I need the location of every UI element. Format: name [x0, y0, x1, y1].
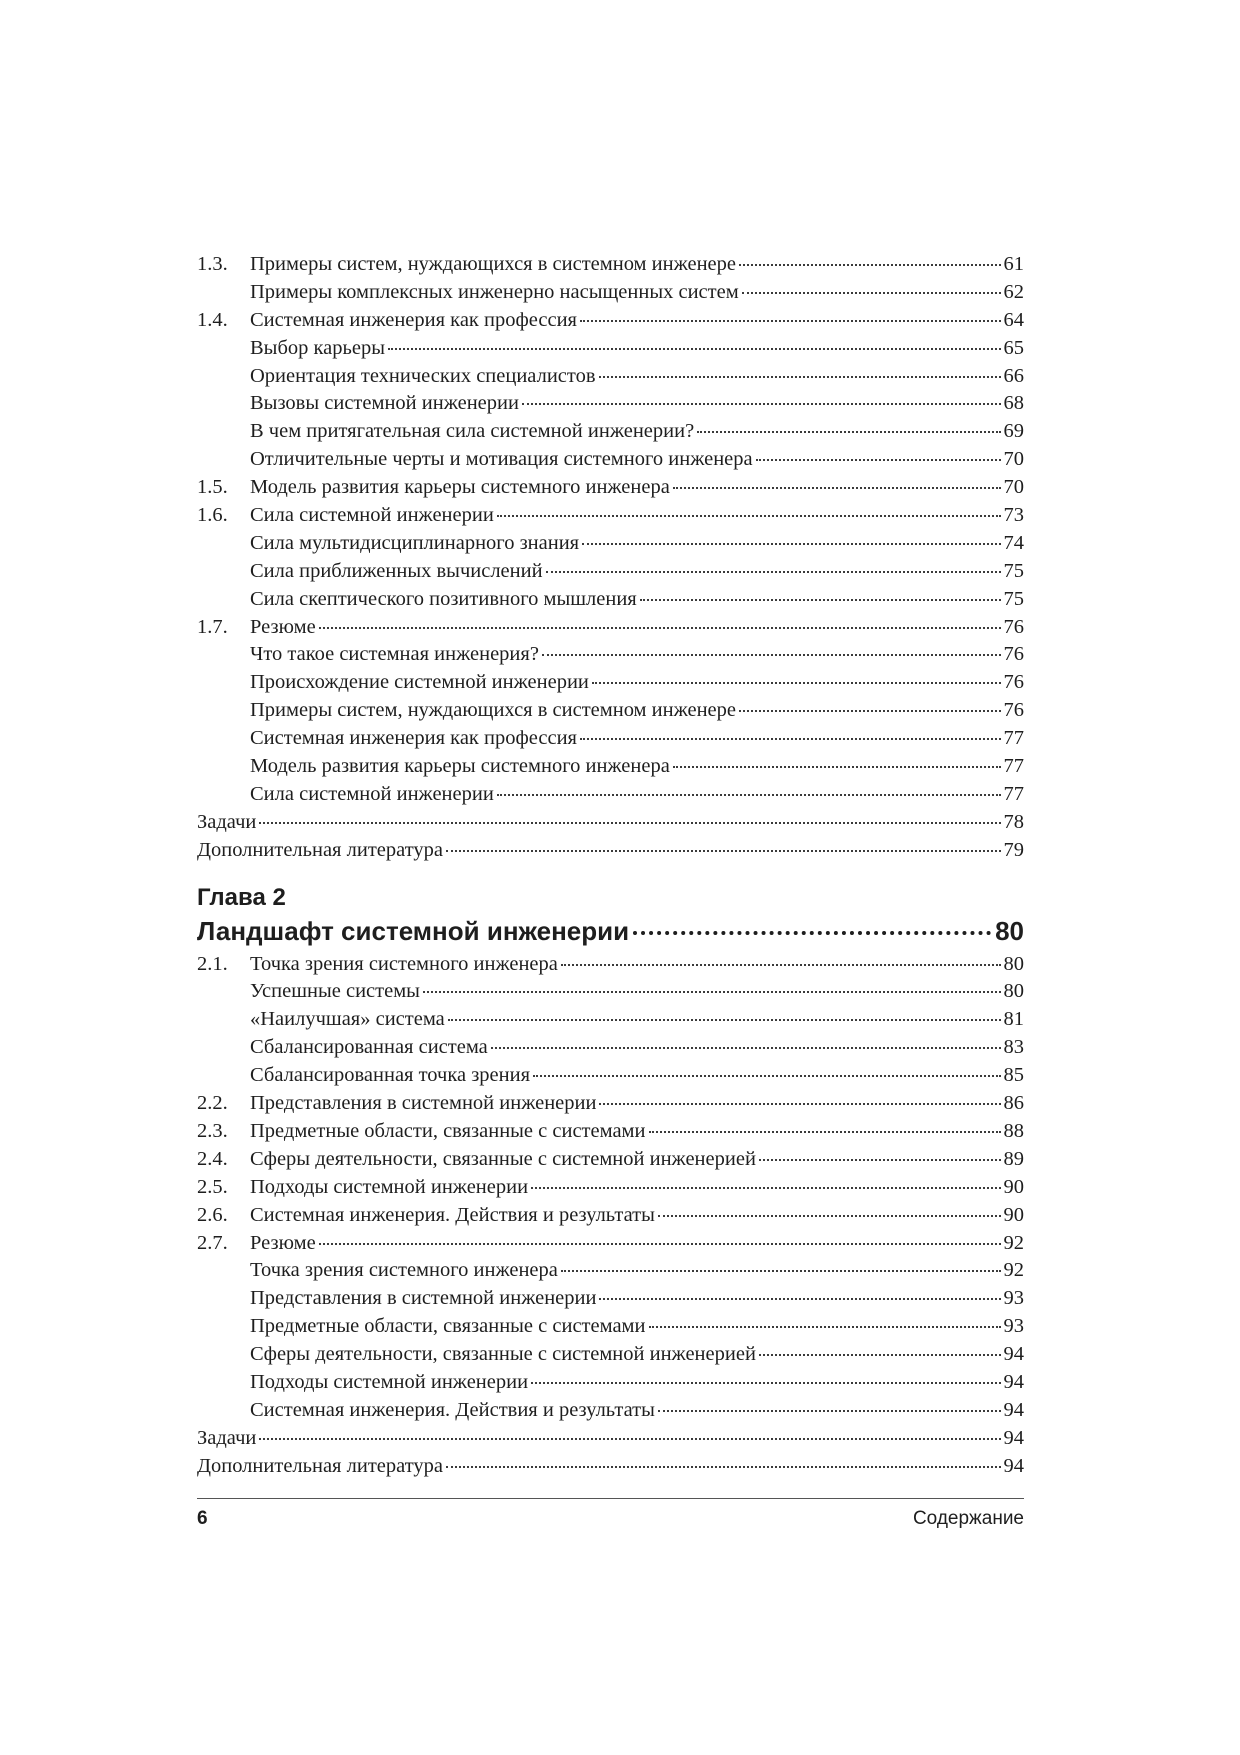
dot-leader [580, 319, 1001, 322]
toc-entry-title: Предметные области, связанные с системами [250, 1119, 646, 1142]
chapter-title-row[interactable] [197, 913, 1024, 949]
page-footer [197, 1508, 1024, 1530]
toc-entry[interactable] [197, 530, 1024, 558]
toc-entry-number: 2.5. [197, 1175, 228, 1198]
toc-entry[interactable] [197, 1006, 1024, 1034]
chapter-page: 80 [995, 915, 1024, 946]
toc-entry[interactable] [197, 1397, 1024, 1425]
dot-leader [388, 347, 1001, 350]
dot-leader [599, 1102, 1000, 1105]
dot-leader [448, 1018, 1001, 1021]
toc-entry[interactable] [197, 502, 1024, 530]
dot-leader [319, 1242, 1001, 1245]
dot-leader [259, 1437, 1000, 1440]
toc-entry-title: Сила мультидисциплинарного знания [250, 531, 580, 554]
toc-entry-page: 90 [1003, 1175, 1024, 1198]
toc-entry[interactable] [197, 725, 1024, 753]
toc-entry-page: 68 [1003, 392, 1024, 415]
toc-entry[interactable] [197, 558, 1024, 586]
toc-entry-title: Примеры комплексных инженерно насыщенных систем [250, 280, 739, 303]
toc-entry-number: 2.7. [197, 1231, 228, 1254]
dot-leader [533, 1074, 1000, 1077]
dot-leader [673, 486, 1001, 489]
toc-entry[interactable] [197, 951, 1024, 979]
toc-entry-title: Сбалансированная система [250, 1036, 488, 1059]
toc-entry-title: В чем притягательная сила системной инженерии? [250, 420, 695, 443]
dot-leader [259, 821, 1000, 824]
toc-entry-page: 74 [1003, 531, 1024, 554]
toc-entry[interactable] [197, 307, 1024, 335]
dot-leader [739, 709, 1000, 712]
toc-entry[interactable] [197, 978, 1024, 1006]
toc-entry-page: 77 [1003, 755, 1024, 778]
toc-entry[interactable] [197, 1230, 1024, 1258]
toc-entry-page: 94 [1003, 1454, 1024, 1477]
toc-entry-page: 77 [1003, 782, 1024, 805]
toc-entry[interactable] [197, 781, 1024, 809]
toc-entry[interactable] [197, 1341, 1024, 1369]
toc-entry-title: Резюме [250, 615, 316, 638]
toc-entry[interactable] [197, 390, 1024, 418]
toc-entry[interactable] [197, 418, 1024, 446]
dot-leader [497, 514, 1001, 517]
dot-leader [446, 849, 1001, 852]
toc-entry-title: Дополнительная литература [197, 838, 443, 861]
toc-entry-page: 76 [1003, 643, 1024, 666]
toc-entry-page: 83 [1003, 1036, 1024, 1059]
toc-entry-title: Отличительные черты и мотивация системного инженера [250, 448, 753, 471]
toc-entry[interactable] [197, 753, 1024, 781]
toc-entry-page: 92 [1003, 1231, 1024, 1254]
dot-leader [673, 765, 1001, 768]
toc-entry-page: 78 [1003, 810, 1024, 833]
toc-entry[interactable] [197, 1146, 1024, 1174]
toc-entry-number: 2.3. [197, 1119, 228, 1142]
toc-entry-page: 80 [1003, 980, 1024, 1003]
toc-entry[interactable] [197, 1202, 1024, 1230]
toc-entry-page: 65 [1003, 336, 1024, 359]
dot-leader [561, 963, 1001, 966]
toc-entry-title: Ориентация технических специалистов [250, 364, 596, 387]
toc-entry[interactable] [197, 1174, 1024, 1202]
toc-entry-title: Происхождение системной инженерии [250, 671, 589, 694]
dot-leader [446, 1465, 1001, 1468]
toc-entry[interactable] [197, 1453, 1024, 1481]
dot-leader [592, 681, 1001, 684]
toc-entry[interactable] [197, 446, 1024, 474]
toc-entry-page: 94 [1003, 1370, 1024, 1393]
toc-entry-page: 70 [1003, 448, 1024, 471]
toc-section-chapter-2 [197, 951, 1024, 1481]
toc-entry[interactable] [197, 586, 1024, 614]
toc-entry-title: Успешные системы [250, 980, 420, 1003]
running-head: Содержание [912, 1508, 1024, 1529]
toc-entry-page: 79 [1003, 838, 1024, 861]
toc-entry[interactable] [197, 1369, 1024, 1397]
dot-leader [649, 1130, 1001, 1133]
toc-entry-number: 2.2. [197, 1092, 228, 1115]
toc-entry[interactable] [197, 474, 1024, 502]
toc-entry[interactable] [197, 837, 1024, 865]
toc-entry-title: Подходы системной инженерии [250, 1175, 529, 1198]
toc-page [197, 251, 1024, 1481]
toc-entry[interactable] [197, 614, 1024, 642]
toc-entry-number: 2.6. [197, 1203, 228, 1226]
toc-entry-title: Модель развития карьеры системного инженера [250, 755, 670, 778]
toc-entry[interactable] [197, 697, 1024, 725]
toc-entry[interactable] [197, 641, 1024, 669]
toc-entry-title: Вызовы системной инженерии [250, 392, 519, 415]
toc-entry-title: Представления в системной инженерии [250, 1287, 597, 1310]
toc-entry[interactable] [197, 1118, 1024, 1146]
dot-leader [319, 626, 1001, 629]
toc-section-chapter-1 [197, 251, 1024, 865]
toc-entry[interactable] [197, 1425, 1024, 1453]
toc-entry-title: Примеры систем, нуждающихся в системном инженере [250, 699, 737, 722]
chapter-title: Ландшафт системной инженерии [197, 915, 630, 946]
toc-entry-page: 88 [1003, 1119, 1024, 1142]
toc-entry[interactable] [197, 809, 1024, 837]
toc-entry-page: 77 [1003, 727, 1024, 750]
toc-entry-title: Сила приближенных вычислений [250, 559, 543, 582]
toc-entry-page: 85 [1003, 1064, 1024, 1087]
toc-entry-title: Подходы системной инженерии [250, 1370, 529, 1393]
toc-entry-page: 81 [1003, 1008, 1024, 1031]
toc-entry[interactable] [197, 1062, 1024, 1090]
dot-leader [633, 930, 991, 935]
page-number: 6 [197, 1508, 208, 1529]
toc-entry-title: Предметные области, связанные с системами [250, 1315, 646, 1338]
toc-entry[interactable] [197, 1257, 1024, 1285]
toc-entry-title: Задачи [197, 1426, 257, 1449]
dot-leader [640, 598, 1001, 601]
footer-rule [197, 1498, 1024, 1499]
toc-entry-page: 93 [1003, 1315, 1024, 1338]
toc-entry-page: 76 [1003, 615, 1024, 638]
dot-leader [561, 1269, 1001, 1272]
dot-leader [649, 1325, 1001, 1328]
dot-leader [759, 1158, 1001, 1161]
dot-leader [546, 570, 1001, 573]
dot-leader [759, 1353, 1001, 1356]
toc-entry-number: 2.1. [197, 952, 228, 975]
dot-leader [599, 375, 1001, 378]
toc-entry[interactable] [197, 1090, 1024, 1118]
toc-entry-title: Модель развития карьеры системного инженера [250, 476, 670, 499]
toc-entry-title: Резюме [250, 1231, 316, 1254]
toc-entry-page: 93 [1003, 1287, 1024, 1310]
toc-entry-page: 80 [1003, 952, 1024, 975]
toc-entry-title: Сферы деятельности, связанные с системной инженерией [250, 1147, 756, 1170]
toc-entry-title: Сила системной инженерии [250, 782, 494, 805]
toc-entry-number: 2.4. [197, 1147, 228, 1170]
toc-entry-page: 89 [1003, 1147, 1024, 1170]
toc-entry-page: 94 [1003, 1426, 1024, 1449]
toc-entry-title: Задачи [197, 810, 257, 833]
toc-entry-page: 86 [1003, 1092, 1024, 1115]
toc-entry-page: 75 [1003, 559, 1024, 582]
toc-entry[interactable] [197, 335, 1024, 363]
toc-entry[interactable] [197, 669, 1024, 697]
toc-entry-page: 64 [1003, 308, 1024, 331]
toc-entry-number: 1.3. [197, 253, 228, 275]
dot-leader [542, 653, 1001, 656]
toc-entry[interactable] [197, 363, 1024, 391]
dot-leader [658, 1214, 1001, 1217]
toc-entry-title: Дополнительная литература [197, 1454, 443, 1477]
toc-entry-page: 73 [1003, 504, 1024, 527]
dot-leader [531, 1381, 1000, 1384]
dot-leader [423, 990, 1001, 993]
toc-entry[interactable] [197, 279, 1024, 307]
toc-entry-page: 90 [1003, 1203, 1024, 1226]
dot-leader [580, 737, 1001, 740]
toc-entry-title: «Наилучшая» система [250, 1008, 445, 1031]
dot-leader [582, 542, 1000, 545]
toc-entry-title: Системная инженерия. Действия и результаты [250, 1398, 655, 1421]
toc-entry-title: Сбалансированная точка зрения [250, 1064, 531, 1087]
toc-entry[interactable] [197, 1285, 1024, 1313]
dot-leader [739, 263, 1000, 266]
toc-entry-number: 1.5. [197, 476, 228, 499]
toc-entry-page: 61 [1003, 253, 1024, 275]
toc-entry-title: Сферы деятельности, связанные с системной инженерией [250, 1343, 756, 1366]
toc-entry-number: 1.4. [197, 308, 228, 331]
toc-entry-title: Представления в системной инженерии [250, 1092, 597, 1115]
dot-leader [522, 402, 1001, 405]
toc-entry-page: 75 [1003, 587, 1024, 610]
toc-entry-number: 1.7. [197, 615, 228, 638]
toc-entry-title: Сила скептического позитивного мышления [250, 587, 637, 610]
toc-entry-page: 66 [1003, 364, 1024, 387]
toc-entry-page: 76 [1003, 699, 1024, 722]
toc-entry[interactable] [197, 1034, 1024, 1062]
toc-entry-title: Точка зрения системного инженера [250, 1259, 558, 1282]
dot-leader [742, 291, 1001, 294]
toc-entry-page: 70 [1003, 476, 1024, 499]
dot-leader [756, 458, 1001, 461]
chapter-label: Глава 2 [197, 883, 286, 911]
toc-entry-title: Примеры систем, нуждающихся в системном инженере [250, 253, 737, 275]
toc-entry-page: 92 [1003, 1259, 1024, 1282]
toc-entry-title: Системная инженерия как профессия [250, 727, 577, 750]
dot-leader [491, 1046, 1001, 1049]
toc-entry-title: Что такое системная инженерия? [250, 643, 539, 666]
dot-leader [531, 1186, 1000, 1189]
toc-entry-title: Системная инженерия как профессия [250, 308, 577, 331]
toc-entry[interactable] [197, 1313, 1024, 1341]
toc-entry-title: Точка зрения системного инженера [250, 952, 558, 975]
toc-entry-title: Выбор карьеры [250, 336, 385, 359]
toc-entry-page: 94 [1003, 1398, 1024, 1421]
toc-entry[interactable] [197, 251, 1024, 279]
dot-leader [658, 1409, 1001, 1412]
dot-leader [599, 1297, 1000, 1300]
toc-entry-number: 1.6. [197, 504, 228, 527]
dot-leader [697, 430, 1000, 433]
toc-entry-page: 76 [1003, 671, 1024, 694]
toc-entry-page: 62 [1003, 280, 1024, 303]
toc-entry-page: 94 [1003, 1343, 1024, 1366]
toc-entry-page: 69 [1003, 420, 1024, 443]
toc-entry-title: Сила системной инженерии [250, 504, 494, 527]
dot-leader [497, 793, 1001, 796]
toc-entry-title: Системная инженерия. Действия и результаты [250, 1203, 655, 1226]
